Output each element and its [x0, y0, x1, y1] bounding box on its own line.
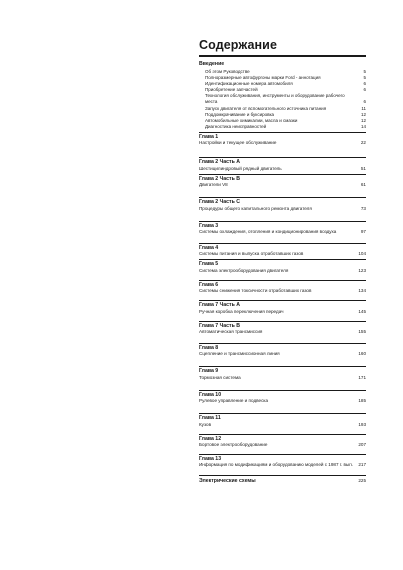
- chapter-title: Ручная коробка переключения передач: [199, 308, 284, 314]
- chapter-page: 61: [360, 182, 366, 188]
- intro-item-page: 12: [360, 117, 366, 123]
- chapter-description: [199, 166, 366, 172]
- chapter-description: [199, 422, 366, 428]
- chapter-entry[interactable]: [199, 434, 366, 452]
- section-rule: [199, 366, 366, 367]
- intro-list: [199, 69, 366, 130]
- chapter-entry[interactable]: [199, 366, 366, 387]
- chapter-description: [199, 329, 366, 335]
- section-rule: [199, 157, 366, 158]
- section-rule: [199, 243, 366, 244]
- chapter-description: [199, 206, 366, 212]
- section-rule: [199, 132, 366, 133]
- chapter-title: Кузов: [199, 421, 212, 427]
- chapter-entry[interactable]: [199, 243, 366, 257]
- chapter-title: Шестицилиндровый рядный двигатель: [199, 165, 282, 171]
- section-rule: [199, 434, 366, 435]
- chapter-entry[interactable]: [199, 413, 366, 431]
- intro-item-page: 11: [361, 105, 366, 111]
- chapter-page: 134: [358, 288, 366, 294]
- chapter-page: 145: [358, 308, 366, 314]
- intro-item-label: Диагностика неисправностей: [205, 123, 267, 129]
- intro-item-label: Полноразмерные автофургоны марки Ford - аннотация: [205, 75, 321, 81]
- chapter-description: [199, 229, 366, 235]
- title-rule: [199, 55, 366, 57]
- chapter-page: 171: [358, 374, 366, 380]
- chapter-entry[interactable]: [199, 321, 366, 341]
- chapter-entry[interactable]: [199, 259, 366, 277]
- chapter-title: Сцепление и трансмиссионная линия: [199, 351, 280, 357]
- chapter-title: Информация по модификациям и оборудованию моделей с 1987 г. вып.: [199, 462, 353, 468]
- chapter-heading: Глава 7 Часть А: [199, 302, 240, 309]
- section-rule: [199, 259, 366, 260]
- chapter-description: [199, 268, 366, 274]
- intro-item-label: Технология обслуживания, инструменты и оборудование рабочего места: [205, 93, 345, 105]
- chapter-heading: Глава 9: [199, 368, 219, 375]
- chapter-title: Процедуры общего капитального ремонта двигателя: [199, 205, 312, 211]
- chapter-heading: Глава 13: [199, 456, 222, 463]
- chapter-entry[interactable]: [199, 280, 366, 298]
- intro-item-page: 6: [363, 81, 366, 87]
- chapter-description: [199, 251, 366, 257]
- chapter-entry[interactable]: [199, 390, 366, 411]
- electrical-schemes-entry[interactable]: [199, 478, 366, 484]
- intro-item-page: 6: [363, 99, 366, 105]
- chapter-title: Автоматическая трансмиссия: [199, 329, 263, 334]
- chapter-entry[interactable]: [199, 454, 366, 472]
- chapter-heading: Глава 4: [199, 244, 219, 251]
- chapter-heading: Глава 10: [199, 391, 222, 398]
- chapter-description: [199, 375, 366, 381]
- chapter-title: Двигатели V8: [199, 182, 228, 188]
- intro-item[interactable]: [199, 124, 366, 130]
- chapter-description: [199, 442, 366, 448]
- intro-item-page: 14: [360, 123, 366, 129]
- chapter-title: Настройки и текущее обслуживание: [199, 140, 277, 146]
- section-rule: [199, 280, 366, 281]
- chapter-heading: Глава 1: [199, 133, 219, 140]
- chapter-page: 22: [360, 140, 366, 146]
- chapter-heading: Глава 5: [199, 261, 219, 268]
- chapter-description: [199, 140, 366, 146]
- section-rule: [199, 300, 366, 301]
- chapter-heading: Глава 8: [199, 345, 219, 351]
- chapter-page: 185: [358, 398, 366, 404]
- chapter-entry[interactable]: [199, 221, 366, 241]
- chapter-heading: Глава 12: [199, 435, 222, 442]
- intro-item-page: 5: [363, 75, 366, 81]
- intro-item-page: 6: [363, 87, 366, 93]
- section-rule: [199, 454, 366, 455]
- electrical-schemes-page: 225: [358, 478, 366, 484]
- page-title: Содержание: [199, 38, 278, 52]
- chapter-heading: Глава 11: [199, 415, 221, 422]
- chapter-description: [199, 288, 366, 294]
- intro-item-label: Поддомкрачивание и буксировка: [205, 111, 275, 117]
- chapter-heading: Глава 6: [199, 281, 219, 288]
- chapter-title: Бортовое электрооборудование: [199, 442, 268, 448]
- section-rule: [199, 390, 366, 391]
- chapter-description: [199, 309, 366, 315]
- chapter-description: [199, 351, 366, 357]
- section-rule: [199, 197, 366, 198]
- chapter-page: 73: [360, 205, 366, 211]
- chapter-page: 51: [360, 165, 366, 171]
- chapter-page: 193: [358, 421, 366, 427]
- chapter-page: 160: [358, 351, 366, 357]
- chapter-title: Рулевое управление и подвеска: [199, 398, 269, 404]
- intro-item-label: Идентификационные номера автомобиля: [205, 81, 293, 87]
- electrical-schemes-label: Электрические схемы: [199, 478, 256, 485]
- chapter-page: 97: [360, 228, 366, 234]
- chapter-title: Система электрооборудования двигателя: [199, 267, 289, 273]
- chapter-heading: Глава 2 Часть А: [199, 159, 240, 166]
- chapter-heading: Глава 2 Часть С: [199, 199, 240, 206]
- section-rule: [199, 343, 366, 344]
- intro-heading: Введение: [199, 61, 225, 67]
- section-rule: [199, 413, 366, 414]
- chapter-description: [199, 462, 366, 468]
- chapter-description: [199, 182, 366, 188]
- chapter-description: [199, 398, 366, 404]
- chapter-entry[interactable]: [199, 300, 366, 318]
- section-rule: [199, 174, 366, 175]
- chapter-page: 217: [358, 462, 366, 468]
- chapter-entry[interactable]: [199, 157, 366, 171]
- chapter-page: 155: [358, 329, 366, 334]
- chapter-title: Системы снижения токсичности отработавших газов: [199, 288, 312, 294]
- chapter-entry[interactable]: [199, 197, 366, 218]
- chapter-page: 207: [358, 442, 366, 448]
- chapter-entry[interactable]: [199, 343, 366, 364]
- chapter-title: Тормозная система: [199, 374, 241, 380]
- chapter-heading: Глава 7 Часть В: [199, 322, 240, 329]
- chapter-title: Системы охлаждения, отопления и кондиционирования воздуха: [199, 228, 337, 234]
- intro-item-label: Приобретение запчастей: [205, 87, 258, 93]
- intro-item[interactable]: [199, 93, 366, 105]
- chapter-title: Системы питания и выпуска отработавших газов: [199, 251, 304, 257]
- chapter-entry[interactable]: [199, 174, 366, 195]
- chapters-list: [199, 132, 366, 473]
- intro-item-label: Об этом Руководстве: [205, 69, 250, 74]
- intro-item-page: 5: [363, 69, 366, 74]
- chapter-page: 104: [358, 251, 366, 257]
- intro-item-label: Запуск двигателя от вспомогательного источника питания: [205, 105, 327, 111]
- chapter-heading: Глава 3: [199, 222, 219, 229]
- section-rule: [199, 321, 366, 322]
- chapter-page: 123: [358, 267, 366, 273]
- chapter-entry[interactable]: [199, 132, 366, 155]
- table-of-contents: [199, 38, 366, 485]
- intro-item-label: Автомобильные химикалии, масла и смазки: [205, 117, 298, 123]
- section-rule: [199, 221, 366, 222]
- intro-item-page: 12: [360, 111, 366, 117]
- section-rule: [199, 475, 366, 476]
- chapter-heading: Глава 2 Часть В: [199, 175, 240, 182]
